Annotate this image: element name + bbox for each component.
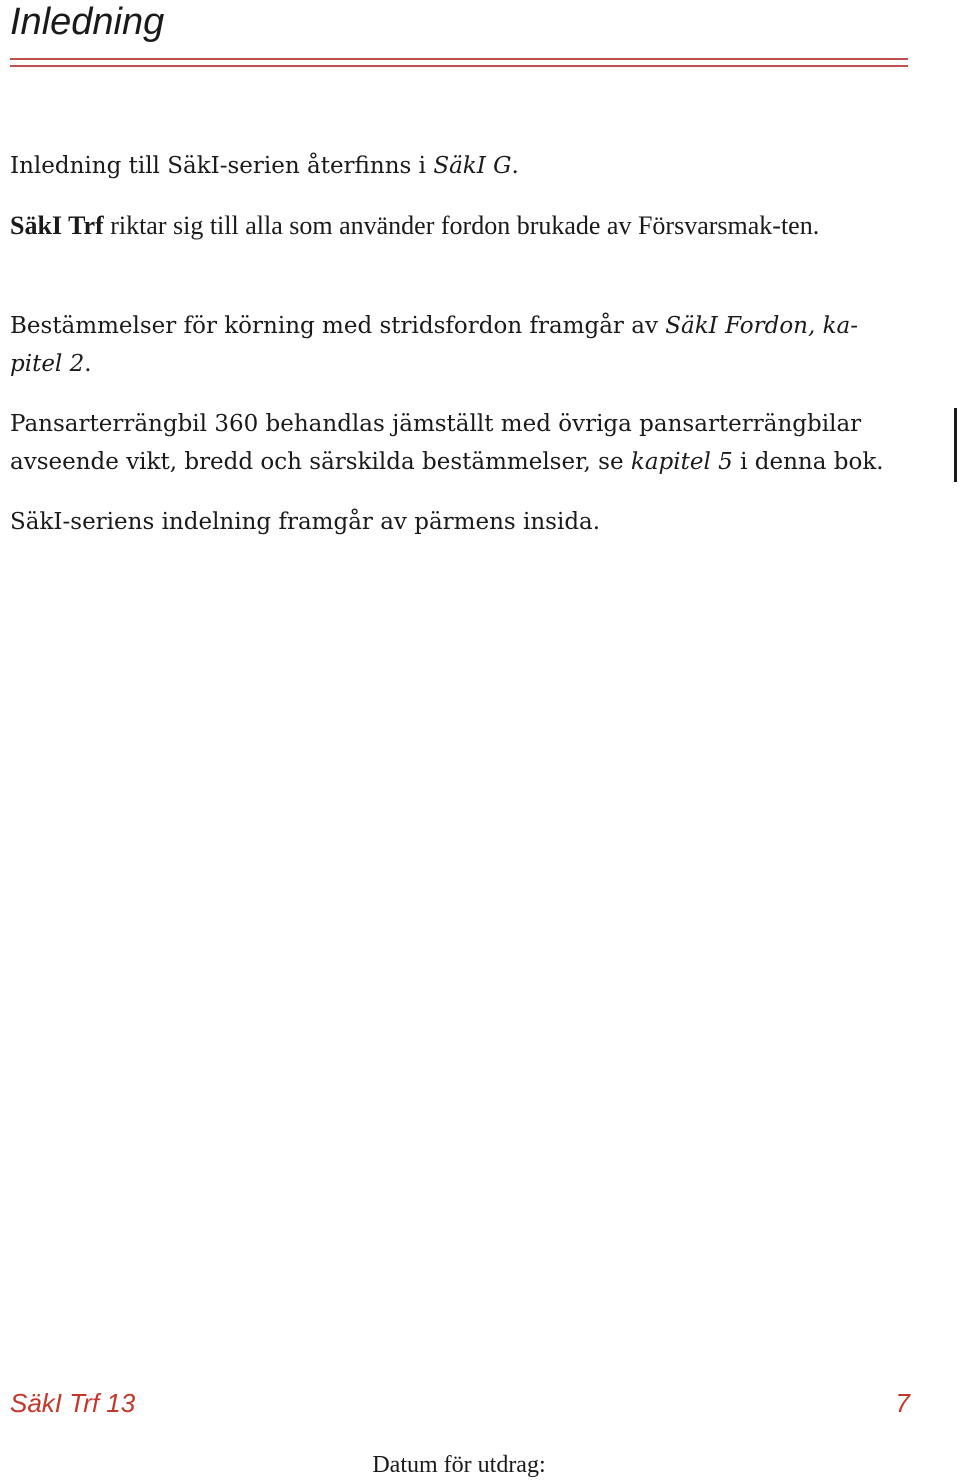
- reference-saki-g: SäkI G: [433, 153, 512, 179]
- paragraph-intro-end: .: [511, 153, 519, 179]
- paragraph-intro-text: Inledning till SäkI-serien återfinns i: [10, 153, 434, 179]
- reference-saki-fordon: SäkI Fordon, ka-pitel 2: [10, 313, 859, 377]
- paragraph-series-index: [10, 503, 910, 541]
- footer-date-label: Datum för utdrag:: [372, 1452, 546, 1478]
- publication-name: SäkI Trf: [10, 211, 104, 240]
- paragraph-regulations-end: .: [84, 351, 92, 377]
- header-rule-top: [10, 58, 908, 60]
- paragraph-audience: [10, 207, 910, 245]
- paragraph-patgb360: [10, 405, 910, 481]
- footer-page-number: 7: [895, 1388, 910, 1418]
- paragraph-intro: [10, 147, 910, 185]
- page-title: Inledning: [10, 1, 165, 43]
- paragraph-audience-text: riktar sig till alla som använder fordon brukade av Försvarsmak-ten.: [103, 211, 820, 240]
- change-bar: [954, 408, 957, 482]
- paragraph-series-index-text: SäkI-seriens indelning framgår av pärmens insida.: [10, 509, 601, 535]
- paragraph-regulations: [10, 307, 910, 383]
- paragraph-regulations-text: Bestämmelser för körning med stridsfordon framgår av: [10, 313, 666, 339]
- header-rule-bottom: [10, 65, 908, 67]
- paragraph-patgb360-end: i denna bok.: [732, 449, 884, 475]
- reference-kapitel-5: kapitel 5: [630, 449, 733, 475]
- footer-publication: SäkI Trf 13: [10, 1388, 136, 1418]
- paragraph-patgb360-text: Pansarterrängbil 360 behandlas jämställt med övriga pansarterrängbilar avseende vikt, bredd och särskilda bestämmelser, se: [10, 411, 862, 475]
